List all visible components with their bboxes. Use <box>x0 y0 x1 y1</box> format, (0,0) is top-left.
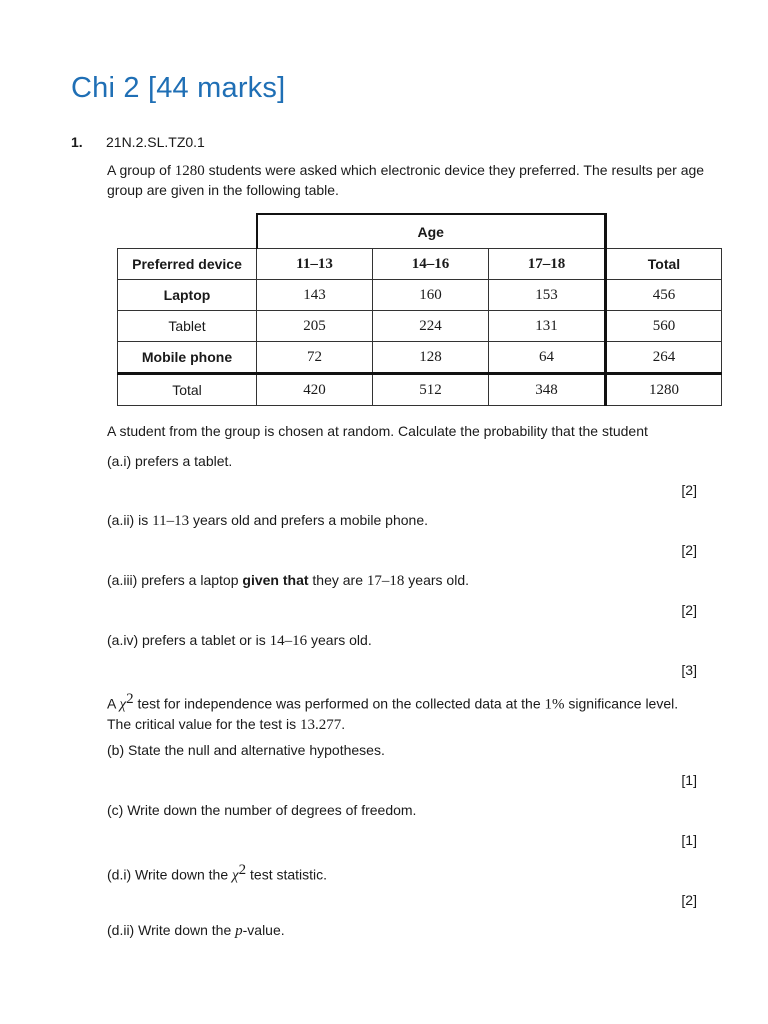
part-a-ii: (a.ii) is 11–13 years old and prefers a mobile phone. <box>107 512 429 529</box>
table-cell: 160 <box>373 280 489 311</box>
table-header-row <box>118 249 722 280</box>
table-corner <box>118 214 257 249</box>
table-cell: 205 <box>257 311 373 342</box>
part-a-iv: (a.iv) prefers a tablet or is 14–16 years old. <box>107 632 372 649</box>
table-cell: 72 <box>257 342 373 374</box>
marks-b: [1] <box>681 772 697 788</box>
table-row <box>118 311 722 342</box>
part-c: (c) Write down the number of degrees of freedom. <box>107 802 417 818</box>
row-label: Total <box>118 374 257 406</box>
table-cell: 224 <box>373 311 489 342</box>
part-b: (b) State the null and alternative hypotheses. <box>107 742 385 758</box>
table-cell: 143 <box>257 280 373 311</box>
table-cell: 512 <box>373 374 489 406</box>
column-header: Total <box>606 249 722 280</box>
column-header: Preferred device <box>118 249 257 280</box>
row-label: Mobile phone <box>118 342 257 374</box>
intro-paragraph: A group of 1280 students were asked which electronic device they preferred. The results per age group are given in the following table. <box>107 162 705 198</box>
part-d-i: (d.i) Write down the $\chi^2$ test statistic. <box>107 862 328 884</box>
marks-a-ii: [2] <box>681 542 697 558</box>
marks-c: [1] <box>681 832 697 848</box>
part-a-iii: (a.iii) prefers a laptop given that they are 17–18 years old. <box>107 572 469 589</box>
table-cell: 153 <box>489 280 606 311</box>
table-cell: 131 <box>489 311 606 342</box>
row-label: Tablet <box>118 311 257 342</box>
table-cell: 64 <box>489 342 606 374</box>
table-cell: 264 <box>606 342 722 374</box>
chi-square-intro: A $\chi^2$ test for independence was performed on the collected data at the 1% significance level. The critical value for the test is 13.277. <box>107 691 679 733</box>
question-number: 1. <box>71 134 83 150</box>
part-a-i: (a.i) prefers a tablet. <box>107 453 233 469</box>
table-row <box>118 342 722 374</box>
marks-d-i: [2] <box>681 892 697 908</box>
table-row <box>118 280 722 311</box>
table-corner-right <box>606 214 722 249</box>
page-title: Chi 2 [44 marks] <box>71 72 286 104</box>
random-prompt: A student from the group is chosen at random. Calculate the probability that the student <box>107 423 648 439</box>
table-cell: 1280 <box>606 374 722 406</box>
column-header: 17–18 <box>489 249 606 280</box>
question-reference: 21N.2.SL.TZ0.1 <box>106 134 205 150</box>
table-cell: 420 <box>257 374 373 406</box>
part-d-ii: (d.ii) Write down the p-value. <box>107 922 285 939</box>
table-cell: 456 <box>606 280 722 311</box>
age-header: Age <box>257 214 606 249</box>
table-total-row <box>118 374 722 406</box>
table-cell: 560 <box>606 311 722 342</box>
marks-a-iv: [3] <box>681 662 697 678</box>
column-header: 11–13 <box>257 249 373 280</box>
device-age-table <box>117 213 722 406</box>
table-cell: 348 <box>489 374 606 406</box>
table-cell: 128 <box>373 342 489 374</box>
row-label: Laptop <box>118 280 257 311</box>
marks-a-i: [2] <box>681 482 697 498</box>
marks-a-iii: [2] <box>681 602 697 618</box>
column-header: 14–16 <box>373 249 489 280</box>
